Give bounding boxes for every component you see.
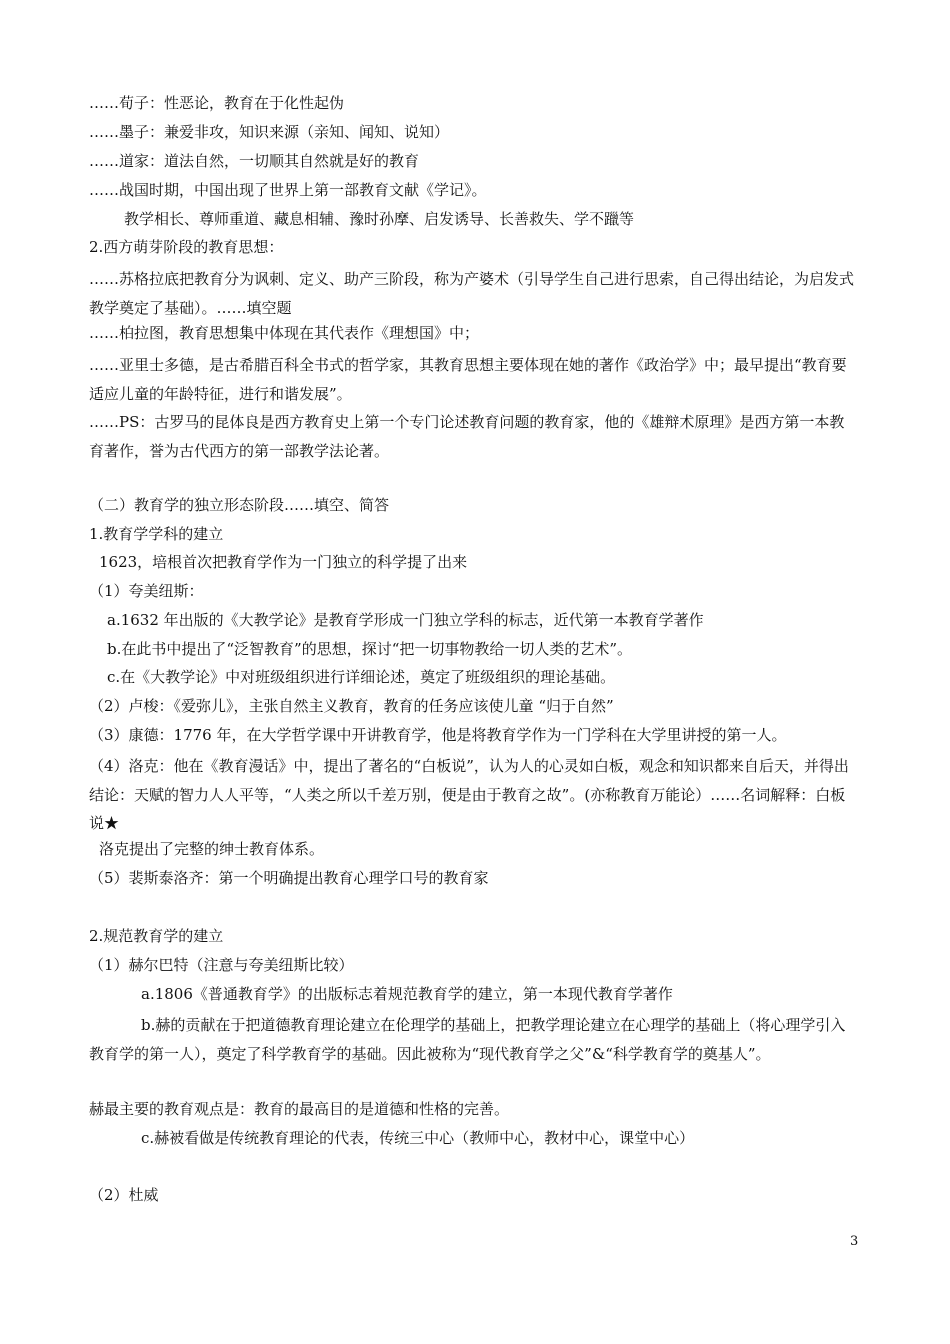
- text-line: 洛克提出了完整的绅士教育体系。: [99, 840, 325, 858]
- text-line: ……战国时期，中国出现了世界上第一部教育文献《学记》。: [89, 181, 487, 199]
- section-heading: 2.规范教育学的建立: [89, 927, 224, 945]
- text-line: （2）杜威: [89, 1186, 159, 1204]
- text-line: （1）赫尔巴特（注意与夸美纽斯比较）: [89, 956, 354, 974]
- text-line: （2）卢梭：《爱弥儿》，主张自然主义教育，教育的任务应该使儿童 “归于自然”: [89, 697, 614, 715]
- text-line: ……道家：道法自然，一切顺其自然就是好的教育: [89, 152, 420, 170]
- text-line: ……墨子：兼爱非攻，知识来源（亲知、闻知、说知）: [89, 123, 450, 141]
- text-paragraph: ……亚里士多德，是古希腊百科全书式的哲学家，其教育思想主要体现在她的著作《政治学》中；最早提出“教育要适应儿童的年龄特征，进行和谐发展”。: [89, 356, 847, 403]
- text-line: ……柏拉图，教育思想集中体现在其代表作《理想国》中；: [89, 324, 480, 342]
- text-line: 1623，培根首次把教育学作为一门独立的科学提了出来: [99, 553, 468, 571]
- text-paragraph: b.赫的贡献在于把道德教育理论建立在伦理学的基础上，把教学理论建立在心理学的基础上（将心理学引入教育学的第一人），奠定了科学教育学的基础。因此被称为“现代教育学之父”&“科学教育学的奠基人”。: [89, 1016, 846, 1063]
- text-line: a.1806《普通教育学》的出版标志着规范教育学的建立，第一本现代教育学著作: [141, 985, 673, 1003]
- text-line: （5）裴斯泰洛齐：第一个明确提出教育心理学口号的教育家: [89, 869, 489, 887]
- text-line: ……荀子：性恶论，教育在于化性起伪: [89, 94, 345, 112]
- section-heading: （二）教育学的独立形态阶段……填空、简答: [89, 496, 390, 514]
- text-paragraph: ……PS：古罗马的昆体良是西方教育史上第一个专门论述教育问题的教育家，他的《雄辩术原理》是西方第一本教育著作，誉为古代西方的第一部教学法论著。: [89, 413, 845, 460]
- text-line: （3）康德：1776 年，在大学哲学课中开讲教育学，他是将教育学作为一门学科在大学里讲授的第一人。: [89, 726, 787, 744]
- text-line: c.在《大教学论》中对班级组织进行详细论述，奠定了班级组织的理论基础。: [107, 668, 616, 686]
- section-heading: 1.教育学学科的建立: [89, 525, 224, 543]
- text-line: b.在此书中提出了“泛智教育”的思想，探讨“把一切事物教给一切人类的艺术”。: [107, 640, 633, 658]
- text-line: 赫最主要的教育观点是：教育的最高目的是道德和性格的完善。: [89, 1100, 510, 1118]
- text-line: c.赫被看做是传统教育理论的代表，传统三中心（教师中心，教材中心，课堂中心）: [141, 1129, 695, 1147]
- page-number: 3: [850, 1234, 859, 1249]
- section-heading: 2.西方萌芽阶段的教育思想：: [89, 238, 284, 256]
- text-paragraph: （4）洛克：他在《教育漫话》中，提出了著名的“白板说”，认为人的心灵如白板，观念和知识都来自后天，并得出结论：天赋的智力人人平等，“人类之所以千差万别，便是由于教育之故”。(亦称教育万能论）……名词解释：白板说★: [89, 757, 849, 832]
- text-line: 教学相长、尊师重道、藏息相辅、豫时孙摩、启发诱导、长善救失、学不躐等: [124, 210, 635, 228]
- text-paragraph: ……苏格拉底把教育分为讽刺、定义、助产三阶段，称为产婆术（引导学生自己进行思索，自己得出结论，为启发式教学奠定了基础）。……填空题: [89, 270, 855, 317]
- text-line: a.1632 年出版的《大教学论》是教育学形成一门独立学科的标志，近代第一本教育学著作: [107, 611, 704, 629]
- text-line: （1）夸美纽斯：: [89, 582, 204, 600]
